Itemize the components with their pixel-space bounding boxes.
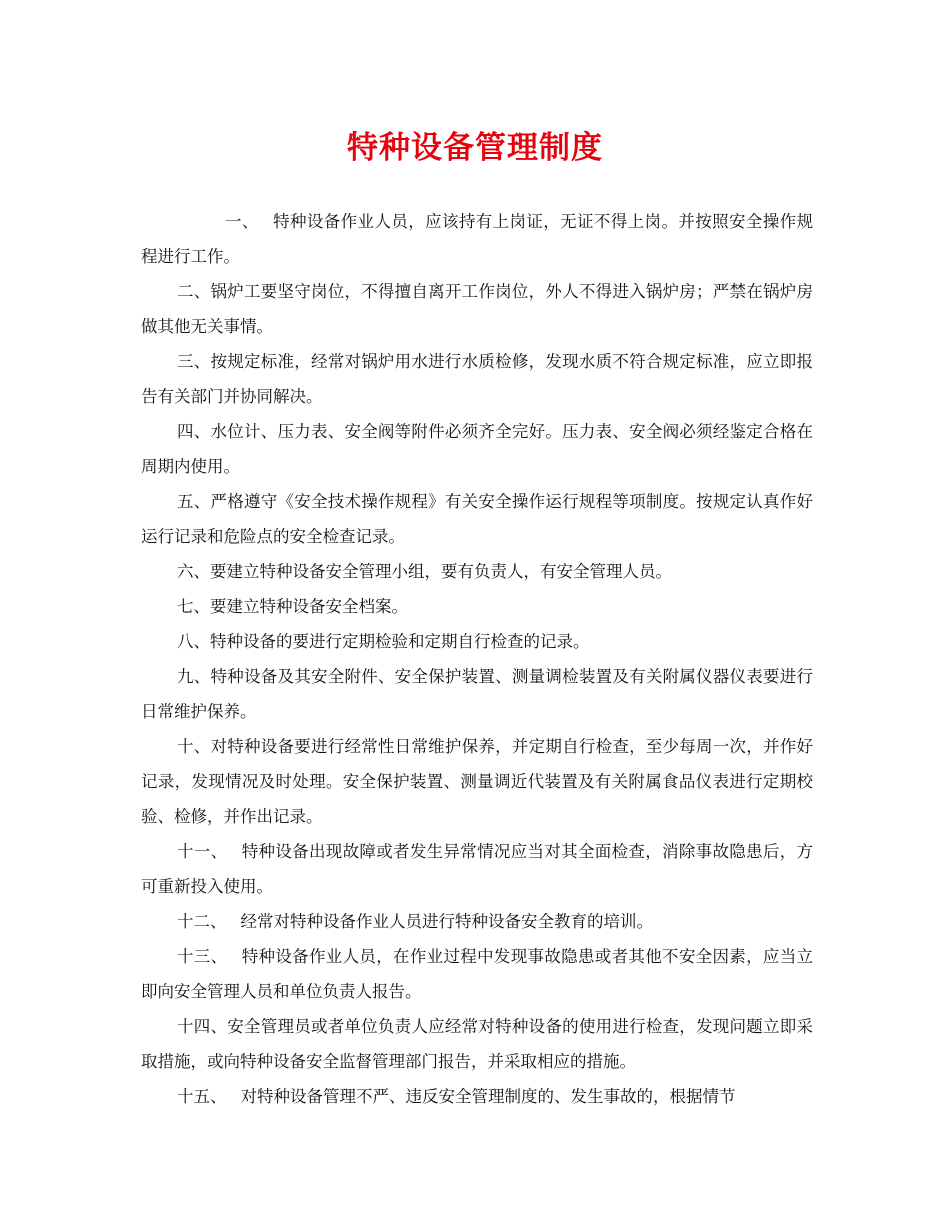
clause-text: 严格遵守《安全技术操作规程》有关安全操作运行规程等项制度。按规定认真作好运行记录和危险点的安全检查记录。 — [141, 492, 814, 546]
clause-text: 要建立特种设备安全档案。 — [210, 597, 408, 616]
clause-number: 十三、 — [177, 947, 228, 966]
paragraph-12 — [141, 904, 813, 939]
clause-number: 十四、 — [177, 1017, 228, 1036]
paragraph-1 — [141, 204, 813, 274]
clause-text: 对特种设备要进行经常性日常维护保养，并定期自行检查，至少每周一次，并作好记录，发现情况及时处理。安全保护装置、测量调近代装置及有关附属食品仪表进行定期校验、检修，并作出记录。 — [141, 737, 814, 826]
paragraph-7 — [141, 589, 813, 624]
clause-text: 安全管理员或者单位负责人应经常对特种设备的使用进行检查，发现问题立即采取措施，或向特种设备安全监督管理部门报告，并采取相应的措施。 — [141, 1017, 814, 1071]
paragraph-11 — [141, 834, 813, 904]
paragraph-15 — [141, 1079, 813, 1114]
clause-text: 特种设备的要进行定期检验和定期自行检查的记录。 — [210, 632, 590, 651]
clause-number: 七、 — [177, 597, 210, 616]
clause-number: 一、 — [225, 212, 259, 231]
clause-number: 八、 — [177, 632, 210, 651]
clause-number: 五、 — [177, 492, 211, 511]
clause-text: 要建立特种设备安全管理小组，要有负责人，有安全管理人员。 — [210, 562, 672, 581]
clause-number: 十、 — [177, 737, 211, 756]
clause-text: 按规定标准，经常对锅炉用水进行水质检修，发现水质不符合规定标准，应立即报告有关部门并协同解决。 — [141, 352, 814, 406]
clause-number: 三、 — [177, 352, 211, 371]
document-title: 特种设备管理制度 — [347, 130, 603, 166]
clause-number: 六、 — [177, 562, 210, 581]
paragraph-9 — [141, 659, 813, 729]
clause-number: 九、 — [177, 667, 211, 686]
paragraph-14 — [141, 1009, 813, 1079]
clause-number: 十一、 — [177, 842, 228, 861]
paragraph-3 — [141, 344, 813, 414]
clause-number: 十二、 — [177, 912, 227, 931]
clause-number: 四、 — [177, 422, 211, 441]
paragraph-8 — [141, 624, 813, 659]
clause-number: 十五、 — [177, 1087, 227, 1106]
paragraph-6 — [141, 554, 813, 589]
paragraph-4 — [141, 414, 813, 484]
clause-text: 锅炉工要坚守岗位，不得擅自离开工作岗位，外人不得进入锅炉房；严禁在锅炉房做其他无关事情。 — [141, 282, 814, 336]
clause-text: 特种设备作业人员，在作业过程中发现事故隐患或者其他不安全因素，应当立即向安全管理人员和单位负责人报告。 — [141, 947, 814, 1001]
paragraph-13 — [141, 939, 813, 1009]
paragraph-5 — [141, 484, 813, 554]
clause-text: 经常对特种设备作业人员进行特种设备安全教育的培训。 — [240, 912, 653, 931]
document-body — [141, 204, 813, 1114]
clause-text: 特种设备及其安全附件、安全保护装置、测量调检装置及有关附属仪器仪表要进行日常维护保养。 — [141, 667, 814, 721]
paragraph-10 — [141, 729, 813, 834]
clause-number: 二、 — [177, 282, 211, 301]
clause-text: 特种设备出现故障或者发生异常情况应当对其全面检查，消除事故隐患后，方可重新投入使用。 — [141, 842, 814, 896]
clause-text: 水位计、压力表、安全阀等附件必须齐全完好。压力表、安全阀必须经鉴定合格在周期内使用。 — [141, 422, 814, 476]
clause-text: 对特种设备管理不严、违反安全管理制度的、发生事故的，根据情节 — [240, 1087, 736, 1106]
clause-text: 特种设备作业人员，应该持有上岗证，无证不得上岗。并按照安全操作规程进行工作。 — [141, 212, 814, 266]
paragraph-2 — [141, 274, 813, 344]
